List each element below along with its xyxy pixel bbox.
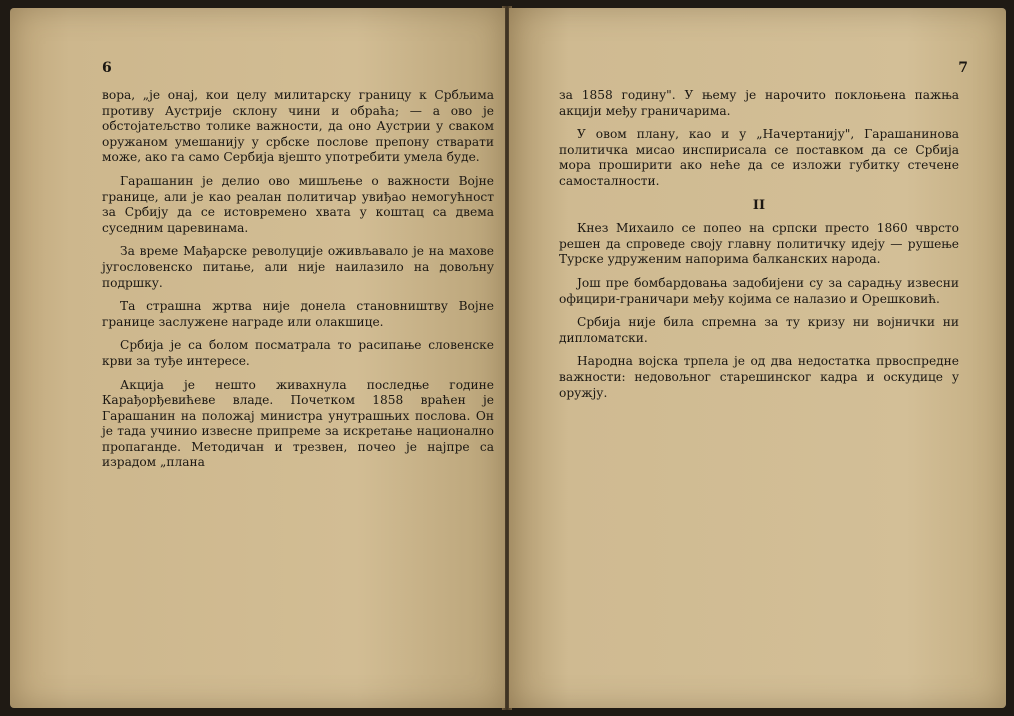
left-paragraph-2: Гарашанин је делио ово мишљење о важности Војне границе, али је као реалан политичар увиђао немогућност за Србију да се истовремено хвата у коштац са двема суседним царевинама. — [102, 173, 494, 235]
right-paragraph-3: Кнез Михаило се попео на српски престо 1860 чврсто решен да спроведе своју главну политичку идеју — рушење Турске удруженим напорима балканских народа. — [559, 221, 959, 267]
right-page-number: 7 — [958, 60, 968, 76]
right-page — [509, 8, 1006, 708]
left-paragraph-5: Србија је са болом посматрала то расипање словенске крви за туђе интересе. — [102, 338, 494, 368]
left-paragraph-6: Акција је нешто живахнула последње године Карађорђевићеве владе. Почетком 1858 враћен је Гарашанин на положај министра унутрашњих послова. Он је тада учинио извесне припреме за искретање национално пропаганде. Методичан и трезвен, почео је најпре са израдом „плана — [102, 377, 494, 470]
right-paragraph-4: Још пре бомбардовања задобијени су за сарадњу извесни официри-граничари међу којима се налазио и Орешковић. — [559, 275, 959, 306]
section-heading: II — [752, 197, 766, 213]
right-paragraph-1: за 1858 годину". У њему је нарочито поклоњена пажња акцији међу граничарима. — [559, 88, 959, 118]
right-page-text — [559, 88, 959, 409]
left-paragraph-3: За време Мађарске револуције оживљавало је на махове југословенско питање, али није наилазило на довољну подршку. — [102, 244, 494, 290]
left-page-text — [102, 88, 494, 479]
right-paragraph-2: У овом плану, као и у „Начертанију", Гарашанинова политичка мисао инспирисала се поставком да се Србија мора проширити ако неће да се изложи губитку стечене самосталности. — [559, 127, 959, 188]
left-paragraph-1: вора, „је онај, кои целу милитарску границу к Србљима противу Аустрије склону чини и обраћа; — а ово је обстојатељство толике важности, да оно Аустрии у сваком оружаном умешанију у србске послове препону стварати може, ако га само Сербија вјешто употребити умела буде. — [102, 88, 494, 165]
right-paragraph-5: Србија није била спремна за ту кризу ни војнички ни дипломатски. — [559, 315, 959, 345]
right-paragraph-6: Народна војска трпела је од два недостатка првоспредне важности: недовољног старешинског кадра и оскудице у оружју. — [559, 354, 959, 400]
left-paragraph-4: Та страшна жртва није донела становништву Војне границе заслужене награде или олакшице. — [102, 299, 494, 329]
left-page-number: 6 — [102, 60, 112, 76]
left-page — [10, 8, 505, 708]
